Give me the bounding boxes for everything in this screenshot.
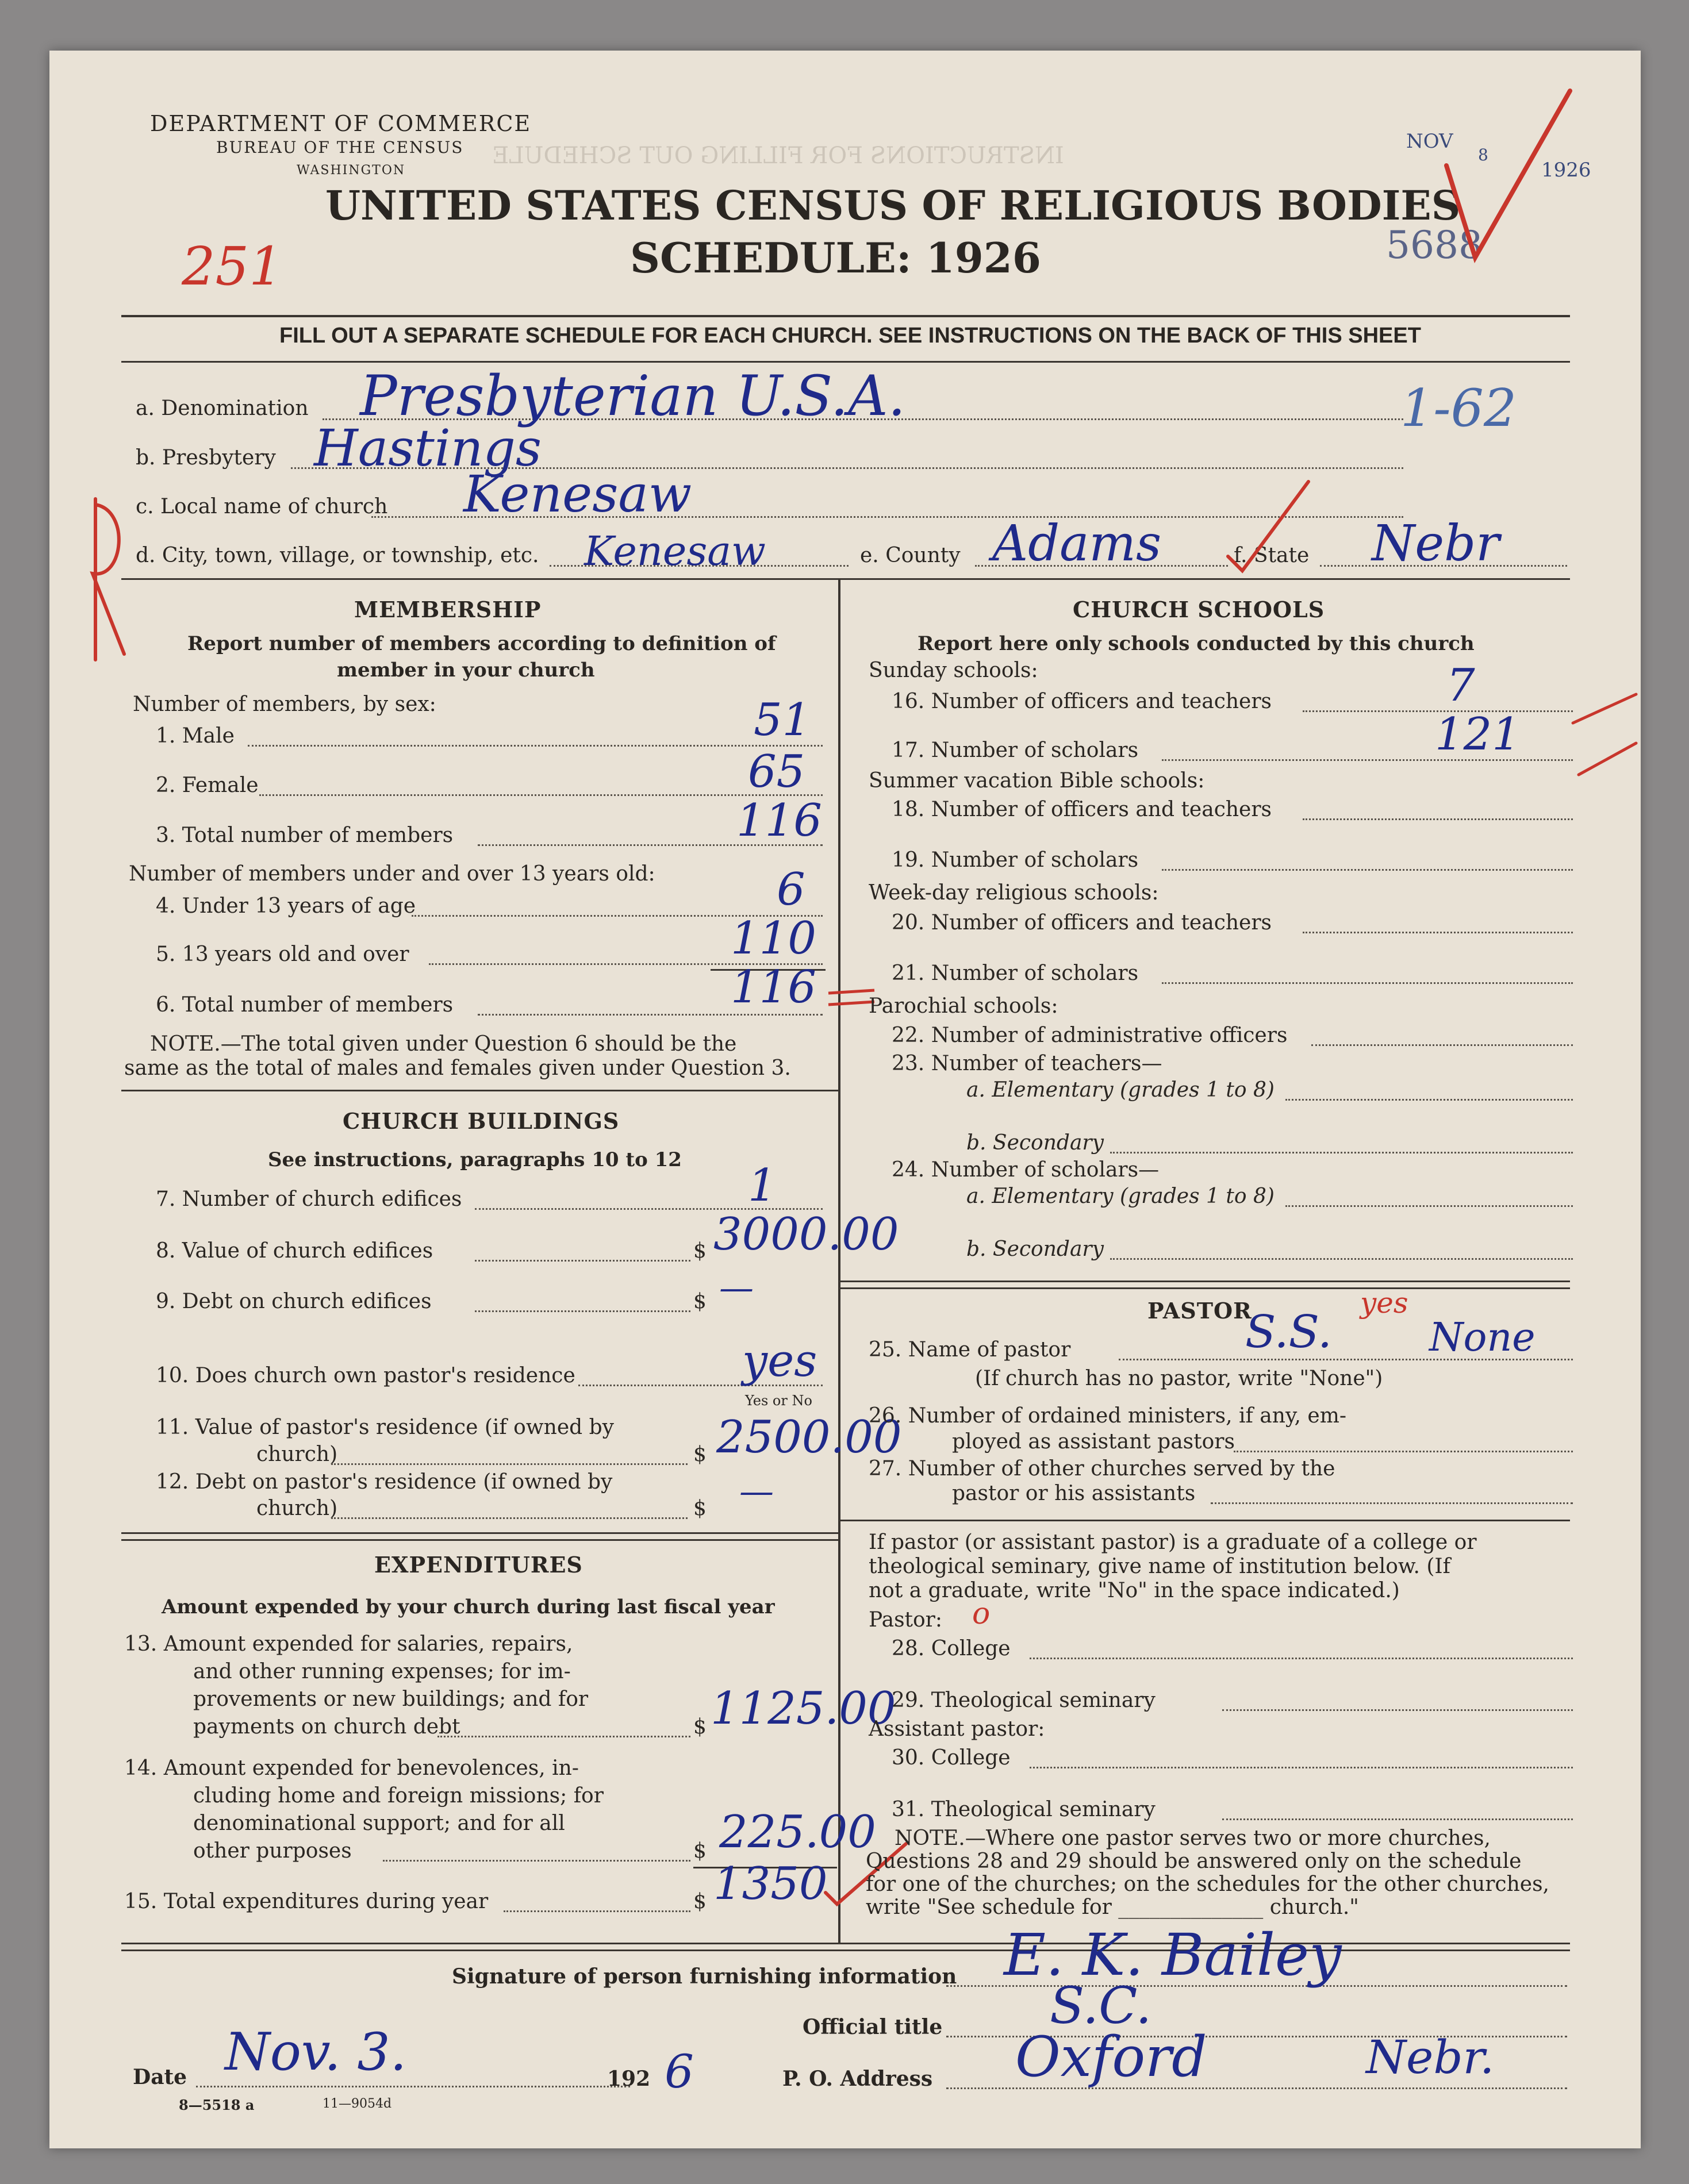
bureau-label: BUREAU OF THE CENSUS bbox=[216, 138, 464, 157]
pastor-note-2: Questions 28 and 29 should be answered only on the schedule bbox=[866, 1850, 1522, 1873]
q22-label: 22. Number of administrative officers bbox=[892, 1024, 1288, 1047]
denomination-label: a. Denomination bbox=[136, 397, 309, 420]
q14-line-2: cluding home and foreign missions; for bbox=[193, 1784, 604, 1808]
q9-dollar: $ bbox=[693, 1290, 707, 1313]
expenditures-heading: EXPENDITURES bbox=[374, 1552, 583, 1578]
presbytery-value: Hastings bbox=[314, 418, 542, 478]
graduate-instr-1: If pastor (or assistant pastor) is a graduate of a college or bbox=[869, 1531, 1477, 1554]
pastor-heading: PASTOR bbox=[1147, 1298, 1252, 1324]
year-value: 6 bbox=[665, 2045, 694, 2098]
q29-label: 29. Theological seminary bbox=[892, 1689, 1156, 1712]
date-value: Nov. 3. bbox=[225, 2022, 407, 2082]
q5-value: 110 bbox=[731, 913, 816, 964]
official-title-label: Official title bbox=[803, 2015, 943, 2039]
q11-dollar: $ bbox=[693, 1443, 707, 1466]
q23b-label: b. Secondary bbox=[966, 1131, 1104, 1155]
q5-label: 5. 13 years old and over bbox=[156, 943, 409, 966]
state-label: f. State bbox=[1234, 544, 1310, 567]
q27-label-b: pastor or his assistants bbox=[952, 1482, 1196, 1505]
print-number: 11—9054d bbox=[323, 2097, 392, 2111]
q6-value: 116 bbox=[731, 962, 816, 1013]
dept-label: DEPARTMENT OF COMMERCE bbox=[150, 111, 532, 136]
q19-label: 19. Number of scholars bbox=[892, 848, 1139, 872]
membership-sub1: Report number of members according to definition of bbox=[187, 632, 776, 655]
q24-label: 24. Number of scholars— bbox=[892, 1158, 1160, 1182]
members-by-age-label: Number of members under and over 13 years old: bbox=[129, 862, 655, 886]
pastor-note-4: write "See schedule for ______________ church." bbox=[866, 1895, 1359, 1919]
q15-dollar: $ bbox=[693, 1890, 707, 1913]
schools-sub: Report here only schools conducted by this church bbox=[918, 632, 1475, 655]
received-stamp-day: 8 bbox=[1478, 145, 1488, 164]
census-form-sheet bbox=[49, 51, 1641, 2148]
q23-label: 23. Number of teachers— bbox=[892, 1052, 1162, 1075]
q12-label-b: church) bbox=[256, 1497, 338, 1520]
expenditures-sub: Amount expended by your church during last fiscal year bbox=[162, 1595, 775, 1618]
q2-value: 65 bbox=[748, 746, 805, 798]
q11-value: 2500.00 bbox=[716, 1412, 902, 1463]
q23a-label: a. Elementary (grades 1 to 8) bbox=[966, 1078, 1275, 1102]
q4-value: 6 bbox=[777, 864, 805, 916]
instruction-bar: FILL OUT A SEPARATE SCHEDULE FOR EACH CHURCH. SEE INSTRUCTIONS ON THE BACK OF THIS SHEET bbox=[279, 324, 1421, 348]
q13-line-3: provements or new buildings; and for bbox=[193, 1687, 589, 1711]
q25-label: 25. Name of pastor bbox=[869, 1338, 1071, 1362]
q18-label: 18. Number of officers and teachers bbox=[892, 798, 1272, 821]
q3-label: 3. Total number of members bbox=[156, 824, 454, 847]
q10-label: 10. Does church own pastor's residence bbox=[156, 1364, 575, 1387]
schedule-title: SCHEDULE: 1926 bbox=[630, 233, 1041, 282]
po-address-value: Oxford bbox=[1015, 2025, 1207, 2089]
vacation-schools-label: Summer vacation Bible schools: bbox=[869, 769, 1205, 793]
membership-note-1: NOTE.—The total given under Question 6 should be the bbox=[150, 1032, 737, 1056]
q25-hint: (If church has no pastor, write "None") bbox=[975, 1367, 1383, 1390]
q17-value: 121 bbox=[1435, 709, 1521, 760]
city-value: Kenesaw bbox=[584, 528, 766, 575]
form-number: 8—5518 a bbox=[179, 2097, 255, 2113]
pastor-note-1: NOTE.—Where one pastor serves two or more churches, bbox=[895, 1827, 1491, 1850]
assistant-pastor-label: Assistant pastor: bbox=[869, 1717, 1045, 1741]
q12-dollar: $ bbox=[693, 1497, 707, 1520]
q25-yes-note: yes bbox=[1360, 1286, 1408, 1320]
state-value: Nebr bbox=[1372, 515, 1500, 572]
weekday-schools-label: Week-day religious schools: bbox=[869, 881, 1159, 905]
sunday-schools-label: Sunday schools: bbox=[869, 659, 1038, 682]
q10-value: yes bbox=[742, 1335, 817, 1387]
membership-note-2: same as the total of males and females given under Question 3. bbox=[124, 1056, 791, 1080]
q16-label: 16. Number of officers and teachers bbox=[892, 690, 1272, 713]
q25-none-value: None bbox=[1429, 1315, 1536, 1360]
church-name-label: c. Local name of church bbox=[136, 495, 388, 518]
county-value: Adams bbox=[992, 515, 1162, 572]
q14-line-1: 14. Amount expended for benevolences, in- bbox=[124, 1756, 579, 1780]
denomination-value: Presbyterian U.S.A. bbox=[360, 364, 906, 428]
q11-label-b: church) bbox=[256, 1443, 338, 1466]
q30-label: 30. College bbox=[892, 1746, 1011, 1770]
denomination-code: 1-62 bbox=[1400, 378, 1517, 439]
q9-value: — bbox=[719, 1268, 754, 1308]
q25-value: S.S. bbox=[1245, 1306, 1332, 1358]
q21-label: 21. Number of scholars bbox=[892, 962, 1139, 985]
q13-line-4: payments on church debt bbox=[193, 1715, 460, 1739]
q8-dollar: $ bbox=[693, 1239, 707, 1263]
q10-hint: Yes or No bbox=[745, 1393, 812, 1409]
q15-value: 1350 bbox=[713, 1858, 828, 1910]
q7-value: 1 bbox=[748, 1160, 777, 1212]
q20-label: 20. Number of officers and teachers bbox=[892, 911, 1272, 935]
handwritten-number: 251 bbox=[182, 236, 283, 297]
q14-line-4: other purposes bbox=[193, 1839, 352, 1863]
membership-sub2: member in your church bbox=[337, 659, 595, 682]
q7-label: 7. Number of church edifices bbox=[156, 1187, 462, 1211]
q24a-label: a. Elementary (grades 1 to 8) bbox=[966, 1185, 1275, 1208]
q8-label: 8. Value of church edifices bbox=[156, 1239, 433, 1263]
serial-number: 5688 bbox=[1386, 223, 1483, 267]
q13-dollar: $ bbox=[693, 1715, 707, 1739]
pastor-label: Pastor: bbox=[869, 1608, 943, 1632]
q24b-label: b. Secondary bbox=[966, 1237, 1104, 1261]
q9-label: 9. Debt on church edifices bbox=[156, 1290, 432, 1313]
check-mark-icon bbox=[1441, 85, 1579, 275]
q8-value: 3000.00 bbox=[713, 1209, 899, 1260]
q27-label-a: 27. Number of other churches served by the bbox=[869, 1457, 1335, 1481]
po-address-label: P. O. Address bbox=[782, 2067, 933, 2091]
q28-label: 28. College bbox=[892, 1637, 1011, 1660]
po-address-state: Nebr. bbox=[1366, 2031, 1495, 2084]
members-by-sex-label: Number of members, by sex: bbox=[133, 693, 436, 716]
membership-heading: MEMBERSHIP bbox=[354, 597, 542, 622]
pastor-mark: o bbox=[972, 1597, 991, 1631]
q1-label: 1. Male bbox=[156, 724, 235, 748]
year-prefix: 192 bbox=[607, 2067, 651, 2091]
q13-value: 1125.00 bbox=[711, 1683, 896, 1735]
buildings-sub: See instructions, paragraphs 10 to 12 bbox=[268, 1148, 682, 1171]
signature-label: Signature of person furnishing information bbox=[452, 1964, 957, 1989]
q4-label: 4. Under 13 years of age bbox=[156, 894, 416, 918]
red-tick-county-icon bbox=[1222, 476, 1314, 574]
parochial-schools-label: Parochial schools: bbox=[869, 994, 1058, 1018]
q12-label-a: 12. Debt on pastor's residence (if owned by bbox=[156, 1470, 613, 1494]
official-title-value: S.C. bbox=[1050, 1976, 1152, 2035]
q3-value: 116 bbox=[736, 795, 822, 847]
q1-value: 51 bbox=[754, 694, 811, 746]
graduate-instr-3: not a graduate, write "No" in the space indicated.) bbox=[869, 1579, 1400, 1602]
q13-line-1: 13. Amount expended for salaries, repairs, bbox=[124, 1632, 573, 1656]
pastor-note-3: for one of the churches; on the schedules for the other churches, bbox=[866, 1872, 1549, 1896]
q16-value: 7 bbox=[1446, 660, 1475, 712]
q2-label: 2. Female bbox=[156, 774, 259, 797]
graduate-instr-2: theological seminary, give name of institution below. (If bbox=[869, 1555, 1450, 1578]
q14-dollar: $ bbox=[693, 1839, 707, 1863]
column-divider bbox=[838, 578, 840, 1943]
show-through-text: INSTRUCTIONS FOR FILLING OUT SCHEDULE bbox=[492, 143, 1064, 169]
buildings-heading: CHURCH BUILDINGS bbox=[343, 1108, 620, 1134]
q17-label: 17. Number of scholars bbox=[892, 739, 1139, 762]
q31-label: 31. Theological seminary bbox=[892, 1798, 1156, 1821]
q12-value: — bbox=[739, 1471, 774, 1512]
form-title: UNITED STATES CENSUS OF RELIGIOUS BODIES bbox=[325, 182, 1461, 229]
received-stamp-month: NOV bbox=[1406, 130, 1453, 153]
received-stamp-year: 1926 bbox=[1541, 159, 1591, 182]
presbytery-label: b. Presbytery bbox=[136, 446, 276, 470]
margin-r-mark-icon bbox=[61, 487, 130, 671]
date-label: Date bbox=[133, 2065, 187, 2089]
washington-label: WASHINGTON bbox=[297, 163, 406, 178]
q26-label-b: ployed as assistant pastors bbox=[952, 1430, 1235, 1454]
city-label: d. City, town, village, or township, etc. bbox=[136, 544, 539, 567]
q14-value: 225.00 bbox=[719, 1806, 876, 1858]
signature-value: E. K. Bailey bbox=[1004, 1921, 1342, 1989]
county-label: e. County bbox=[860, 544, 961, 567]
q26-label-a: 26. Number of ordained ministers, if any, em- bbox=[869, 1404, 1346, 1428]
q13-line-2: and other running expenses; for im- bbox=[193, 1660, 571, 1683]
q15-label: 15. Total expenditures during year bbox=[124, 1890, 489, 1913]
q11-label-a: 11. Value of pastor's residence (if owned by bbox=[156, 1416, 615, 1439]
church-name-value: Kenesaw bbox=[463, 464, 692, 524]
red-ticks-schools-icon bbox=[1567, 671, 1641, 786]
q6-label: 6. Total number of members bbox=[156, 993, 454, 1017]
schools-heading: CHURCH SCHOOLS bbox=[1073, 597, 1325, 622]
q14-line-3: denominational support; and for all bbox=[193, 1812, 565, 1835]
